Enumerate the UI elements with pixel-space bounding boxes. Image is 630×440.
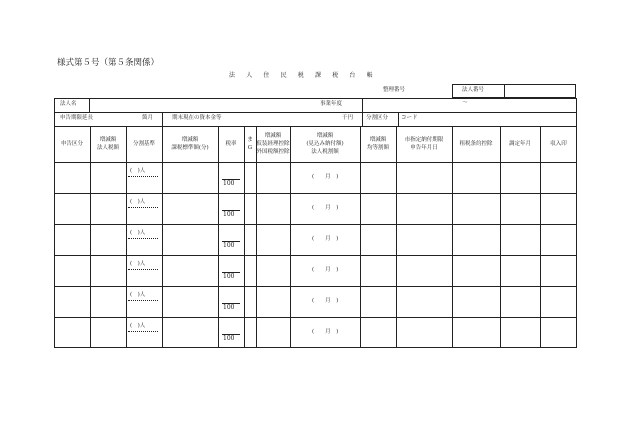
nendo-tilde: 〜 <box>462 100 468 106</box>
column-header: 租税条約控除 <box>459 141 493 147</box>
row1-div-b <box>362 98 363 112</box>
bunkatsu-underline <box>128 238 158 239</box>
grid-col-line <box>540 126 541 348</box>
column-header: 税率 <box>225 141 237 147</box>
column-header: 増減額 (見込み納付額) 法人税割額 <box>306 133 344 155</box>
grid-col-line <box>126 126 127 348</box>
grid-col-line <box>290 126 291 348</box>
grid-col-line <box>360 126 361 348</box>
column-header: 調定年月 <box>508 141 531 147</box>
row-line <box>54 286 577 287</box>
grid-col-line <box>396 126 397 348</box>
month-value: ( 月 ) <box>312 267 339 273</box>
column-header: 分割基準 <box>132 141 155 147</box>
column-header: ま G <box>247 137 253 151</box>
bunkatsu-underline <box>128 207 158 208</box>
row2-div-c <box>398 112 399 126</box>
hojin-mei-label: 法人名 <box>60 101 77 107</box>
month-value: ( 月 ) <box>312 174 339 180</box>
month-value: ( 月 ) <box>312 298 339 304</box>
row1-bottom <box>54 112 577 113</box>
code-label: コード <box>401 115 418 121</box>
month-value: ( 月 ) <box>312 329 339 335</box>
grid-col-line <box>256 126 257 348</box>
column-header: 収入印 <box>550 141 567 147</box>
grid-col-line <box>244 126 245 348</box>
row1-div-a <box>89 98 90 112</box>
bunkatsu-underline <box>128 331 158 332</box>
bunkatsu-value: ( )人 <box>130 261 146 267</box>
bunkatsu-underline <box>128 269 158 270</box>
row2-div-a <box>162 112 163 126</box>
grid-col-line <box>218 126 219 348</box>
rate-denominator: 100 <box>223 242 235 249</box>
row2-div-b <box>362 112 363 126</box>
shinkoku-kigen-label: 申告期限延長 <box>60 115 94 121</box>
kagetsu-label: 箇月 <box>142 115 154 121</box>
shihon-label: 期末現在の資本金等 <box>172 115 222 121</box>
rate-denominator: 100 <box>223 273 235 280</box>
header-bottom-line <box>54 162 577 163</box>
grid-col-line <box>500 126 501 348</box>
rate-denominator: 100 <box>223 211 235 218</box>
rate-denominator: 100 <box>223 335 235 342</box>
senen-label: 千円 <box>342 115 354 121</box>
row-line <box>54 255 577 256</box>
ledger-title: 法人住民税課税台帳 <box>229 72 384 79</box>
seiri-bango-label: 整理番号 <box>383 87 406 93</box>
grid-col-line <box>162 126 163 348</box>
grid-col-line <box>90 126 91 348</box>
row-line <box>54 193 577 194</box>
column-header: 増減額 仮装経理控除 外国税額控除 <box>256 133 290 155</box>
rate-denominator: 100 <box>223 180 235 187</box>
bunkatsu-value: ( )人 <box>130 230 146 236</box>
column-header: 増減額 課税標準額(分) <box>171 137 209 151</box>
row2-bottom <box>54 126 577 127</box>
bunkatsu-value: ( )人 <box>130 199 146 205</box>
form-number: 様式第５号（第５条関係） <box>57 58 160 68</box>
month-value: ( 月 ) <box>312 205 339 211</box>
bunkatsu-value: ( )人 <box>130 168 146 174</box>
bunkatsu-underline <box>128 300 158 301</box>
month-value: ( 月 ) <box>312 236 339 242</box>
column-header: 増減額 法人税額 <box>96 137 119 151</box>
jigyo-nendo-label: 事業年度 <box>320 101 343 107</box>
bunkatsu-value: ( )人 <box>130 292 146 298</box>
bunkatsu-underline <box>128 176 158 177</box>
column-header: 市指定納付期限 申告年月日 <box>404 137 444 151</box>
bunkatsu-value: ( )人 <box>130 323 146 329</box>
hojin-bango-divider <box>504 84 505 98</box>
grid-col-line <box>452 126 453 348</box>
column-header: 増減額 均等割額 <box>366 137 389 151</box>
bunkatsu-kubun-label: 分割区分 <box>366 115 389 121</box>
column-header: 申告区分 <box>60 141 83 147</box>
row-line <box>54 317 577 318</box>
rate-denominator: 100 <box>223 304 235 311</box>
row-line <box>54 224 577 225</box>
hojin-bango-label: 法人番号 <box>462 87 485 93</box>
